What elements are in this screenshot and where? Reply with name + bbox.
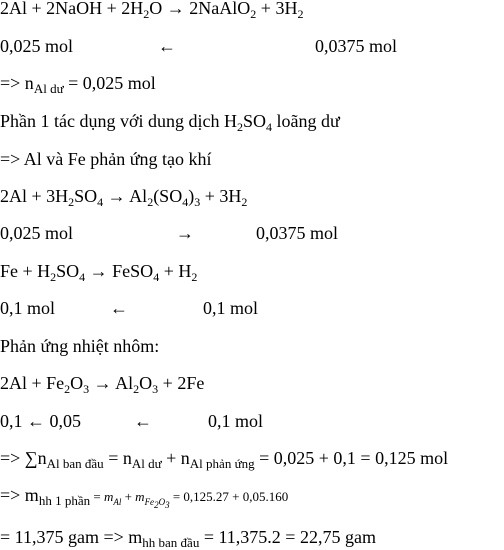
mol-right-1: 0,0375 mol xyxy=(315,36,398,56)
arrow-2: → xyxy=(176,223,194,243)
thermite-heading: Phản ứng nhiệt nhôm: xyxy=(0,336,160,356)
mol-right-3: 0,1 mol xyxy=(203,298,259,318)
equation-thermite: $2Al + Fe_2O_3 \to Al_2O_3 + 2Fe$ xyxy=(0,373,205,396)
mol-left-2: 0,025 mol xyxy=(0,223,74,243)
statement-gas: => Al và Fe phản ứng tạo khí xyxy=(0,149,212,169)
equation-al-h2so4: $2Al + 3H_2SO_4 \to Al_2(SO_4)_3 + 3H_2$ xyxy=(0,186,248,209)
sum-n-al-line: => $\sum n_{Al ban đầu} = n_{Al dư} + n_{Al phản ứng} = 0,025 + 0,1 = 0,125$ mol xyxy=(0,448,449,471)
equation-fe-h2so4: $Fe + H_2SO_4$ → FeSO$_4$ + $H_2$ xyxy=(0,261,198,284)
equation-naoh: 2Al + 2NaOH + $2H_2O$ → 2NaAlO$_2$ + $3H_2$ xyxy=(0,0,304,21)
mol-right-4: 0,1 mol xyxy=(208,411,264,431)
mol-left-4: 0,1 ← 0,05 xyxy=(0,411,81,431)
phan-1-heading: Phần 1 tác dụng với dung dịch $H_2SO_4$ loãng dư xyxy=(0,111,340,134)
arrow-3: ← xyxy=(110,298,128,318)
arrow-4: ← xyxy=(134,411,152,431)
mass-initial-line: = 11,375 gam => $m_{hh ban đầu} = 11,375.2 = 22,75$ gam xyxy=(0,527,376,550)
mass-part-1-line: => $m_{hh 1 phần} = m_{Al} + m_{Fe2O3} = 0,125.27 + 0,05.160$ xyxy=(0,485,289,510)
arrow-1: ← xyxy=(158,36,176,56)
n-al-du-line: => $n_{Al dư} = 0,025$ mol xyxy=(0,73,156,96)
mol-left-1: 0,025 mol xyxy=(0,36,74,56)
mol-left-3: 0,1 mol xyxy=(0,298,56,318)
mol-right-2: 0,0375 mol xyxy=(256,223,339,243)
